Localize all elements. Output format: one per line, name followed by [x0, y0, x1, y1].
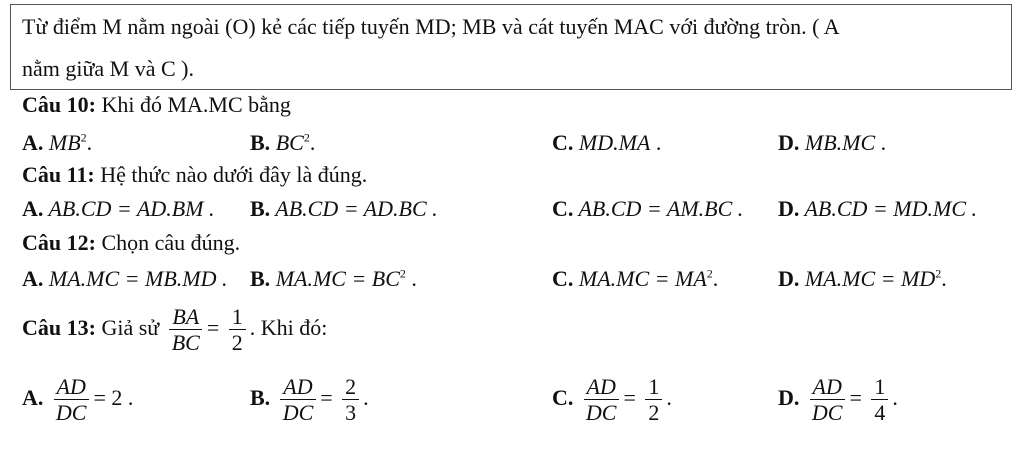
option-text: MD.MA: [573, 130, 651, 155]
option-tail: .: [892, 384, 898, 410]
question-12-text: Chọn câu đúng.: [95, 230, 241, 255]
fraction-numerator: 1: [645, 374, 662, 400]
q12-option-c[interactable]: [552, 266, 718, 292]
q12-option-a[interactable]: [22, 266, 227, 292]
fraction-ad-dc: [53, 374, 90, 426]
q13-option-c[interactable]: [552, 374, 672, 426]
option-text: MA.MC = MB.MD .: [43, 266, 228, 291]
q13-option-a[interactable]: [22, 374, 133, 426]
fraction-denominator: DC: [55, 400, 87, 426]
q11-option-b[interactable]: [250, 196, 438, 222]
option-text: AB.CD = AD.BC .: [270, 196, 438, 221]
option-tail: .: [86, 130, 93, 155]
option-key: C.: [552, 266, 574, 291]
option-key: C.: [552, 384, 574, 410]
question-11: [22, 162, 367, 188]
option-key: B.: [250, 384, 271, 410]
option-tail: .: [309, 130, 316, 155]
option-key: B.: [250, 266, 271, 291]
option-key: D.: [778, 196, 800, 221]
option-key: C.: [552, 196, 574, 221]
fraction-denominator: 2: [231, 330, 243, 356]
fraction-denominator: 3: [345, 400, 357, 426]
fraction-denominator: BC: [171, 330, 200, 356]
option-sup: 2: [935, 266, 942, 281]
intro-line-1: Từ điểm M nằm ngoài (O) kẻ các tiếp tuyến MD; MB và cát tuyến MAC với đường tròn. ( A: [22, 14, 840, 39]
option-rhs: = 2 .: [93, 384, 134, 410]
option-text: BC: [270, 130, 304, 155]
option-text: MA.MC = MA: [573, 266, 707, 291]
fraction-ad-dc: [280, 374, 317, 426]
option-sup: 2: [80, 130, 87, 145]
option-text: AB.CD = MD.MC .: [799, 196, 977, 221]
q10-option-d[interactable]: [778, 130, 886, 156]
fraction-rhs: [871, 374, 888, 426]
q11-option-d[interactable]: [778, 196, 977, 222]
fraction-denominator: DC: [282, 400, 314, 426]
fraction-ad-dc: [809, 374, 846, 426]
question-13-text-before: Giả sử: [95, 314, 160, 340]
option-text: MA.MC = BC: [270, 266, 400, 291]
option-text: MA.MC = MD: [799, 266, 936, 291]
question-13-label: Câu 13:: [22, 314, 96, 340]
option-key: D.: [778, 266, 800, 291]
fraction-numerator: 2: [342, 374, 359, 400]
q10-option-b[interactable]: [250, 130, 315, 156]
option-sup: 2: [303, 130, 310, 145]
fraction-numerator: AD: [584, 374, 619, 400]
fraction-numerator: 1: [229, 304, 246, 330]
option-key: A.: [22, 384, 44, 410]
fraction-numerator: AD: [54, 374, 89, 400]
option-sup: 2: [706, 266, 713, 281]
intro-line-2: nằm giữa M và C ).: [22, 56, 195, 81]
question-11-label: Câu 11:: [22, 162, 95, 187]
option-key: A.: [22, 130, 44, 155]
question-12: [22, 230, 240, 256]
q11-option-a[interactable]: [22, 196, 214, 222]
fraction-rhs: [342, 374, 359, 426]
fraction-one-half: [229, 304, 246, 356]
equals-sign: =: [849, 384, 862, 410]
option-tail: .: [650, 130, 662, 155]
fraction-numerator: AD: [810, 374, 845, 400]
equals-sign: =: [206, 314, 220, 340]
fraction-denominator: 2: [648, 400, 660, 426]
q13-option-b[interactable]: [250, 374, 369, 426]
option-text: AB.CD = AD.BM .: [43, 196, 215, 221]
fraction-numerator: BA: [169, 304, 202, 330]
fraction-ad-dc: [583, 374, 620, 426]
equals-sign: =: [623, 384, 636, 410]
option-tail: .: [875, 130, 887, 155]
option-key: A.: [22, 196, 44, 221]
option-key: A.: [22, 266, 44, 291]
option-key: B.: [250, 196, 271, 221]
fraction-rhs: [645, 374, 662, 426]
option-text: MB.MC: [799, 130, 876, 155]
question-12-label: Câu 12:: [22, 230, 96, 255]
option-tail: .: [941, 266, 947, 291]
question-11-text: Hệ thức nào dưới đây là đúng.: [94, 162, 368, 187]
option-text: MB: [43, 130, 81, 155]
q12-option-b[interactable]: [250, 266, 417, 292]
fraction-denominator: DC: [585, 400, 617, 426]
question-10-text: Khi đó MA.MC bằng: [95, 92, 291, 117]
option-key: C.: [552, 130, 574, 155]
question-13: [22, 304, 327, 356]
fraction-numerator: 1: [871, 374, 888, 400]
q11-option-c[interactable]: [552, 196, 743, 222]
q12-option-d[interactable]: [778, 266, 947, 292]
question-13-text-after: . Khi đó:: [249, 314, 328, 340]
fraction-denominator: DC: [811, 400, 843, 426]
q10-option-a[interactable]: [22, 130, 92, 156]
option-key: D.: [778, 384, 800, 410]
fraction-ba-bc: [169, 304, 203, 356]
option-tail: .: [712, 266, 719, 291]
option-tail: .: [363, 384, 369, 410]
option-tail: .: [405, 266, 417, 291]
option-sup: 2: [399, 266, 406, 281]
fraction-numerator: AD: [280, 374, 315, 400]
q10-option-c[interactable]: [552, 130, 661, 156]
equals-sign: =: [320, 384, 333, 410]
question-10: [22, 92, 291, 118]
option-text: AB.CD = AM.BC .: [573, 196, 744, 221]
option-key: D.: [778, 130, 800, 155]
option-key: B.: [250, 130, 271, 155]
question-10-label: Câu 10:: [22, 92, 96, 117]
option-tail: .: [666, 384, 672, 410]
fraction-denominator: 4: [874, 400, 886, 426]
q13-option-d[interactable]: [778, 374, 898, 426]
